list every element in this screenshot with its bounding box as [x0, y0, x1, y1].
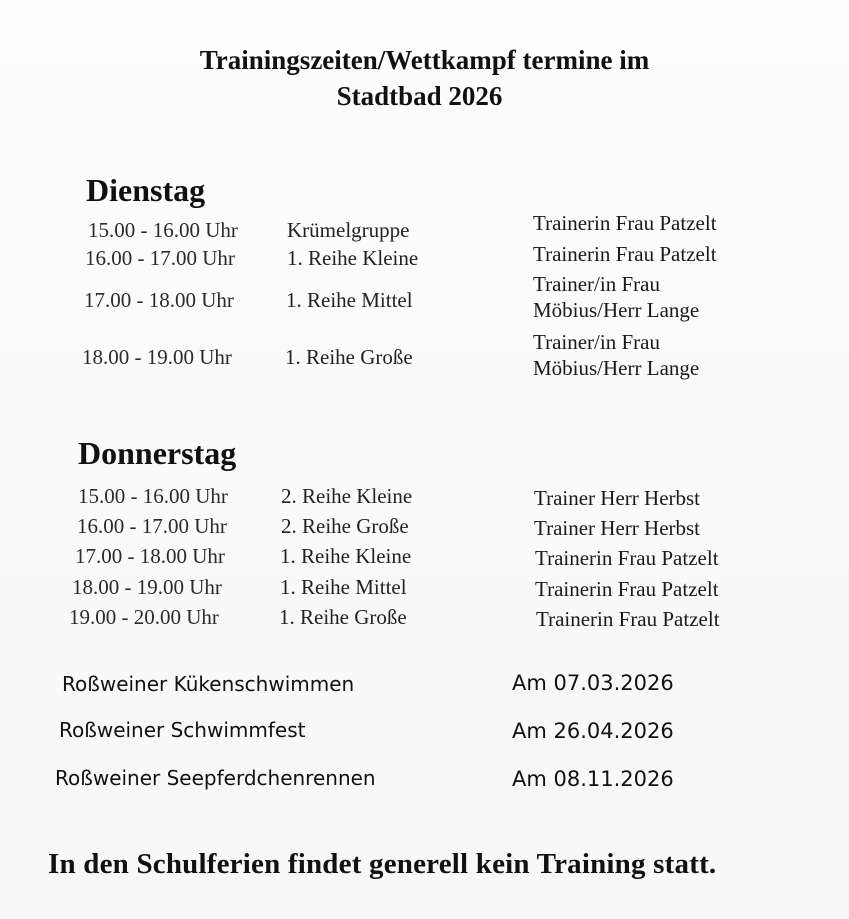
title-line-1: Trainingszeiten/Wettkampf termine im [199, 45, 650, 75]
schedule-time: 16.00 - 17.00 Uhr [77, 514, 227, 538]
schedule-time: 15.00 - 16.00 Uhr [88, 218, 238, 242]
day-heading-dienstag: Dienstag [86, 172, 206, 208]
schedule-trainer: Trainerin Frau Patzelt [533, 242, 717, 266]
schedule-group: 1. Reihe Kleine [280, 544, 412, 568]
event-name: Roßweiner Kükenschwimmen [62, 672, 355, 696]
schedule-trainer: Trainerin Frau Patzelt [535, 546, 719, 570]
schedule-group: 2. Reihe Kleine [281, 484, 413, 508]
event-date: Am 26.04.2026 [512, 719, 674, 743]
schedule-group: 1. Reihe Mittel [280, 575, 407, 599]
event-date: Am 08.11.2026 [512, 767, 674, 791]
footer-note: In den Schulferien findet generell kein Training statt. [48, 848, 717, 880]
schedule-row [0, 211, 849, 248]
schedule-row [0, 484, 849, 514]
event-name: Roßweiner Schwimmfest [59, 718, 306, 742]
schedule-row [0, 575, 849, 605]
event-date: Am 07.03.2026 [512, 671, 674, 695]
event-name: Roßweiner Seepferdchenrennen [55, 766, 376, 790]
schedule-row [0, 605, 849, 635]
schedule-time: 17.00 - 18.00 Uhr [84, 288, 234, 312]
schedule-trainer: Trainer Herr Herbst [534, 486, 701, 510]
schedule-group: 1. Reihe Mittel [286, 288, 413, 312]
schedule-trainer: Trainer Herr Herbst [534, 516, 701, 540]
schedule-row [0, 514, 849, 544]
schedule-time: 17.00 - 18.00 Uhr [75, 544, 225, 568]
document-title [0, 42, 849, 114]
schedule-trainer: Trainerin Frau Patzelt [533, 211, 717, 235]
schedule-time: 18.00 - 19.00 Uhr [72, 575, 222, 599]
schedule-trainer: Trainerin Frau Patzelt [535, 577, 719, 601]
schedule-group: Krümelgruppe [287, 218, 410, 242]
schedule-group: 1. Reihe Große [279, 605, 407, 629]
schedule-trainer-line-1: Trainer/in Frau [533, 272, 660, 296]
schedule-group: 1. Reihe Große [285, 345, 413, 369]
schedule-trainer-line-2: Möbius/Herr Lange [533, 298, 700, 322]
schedule-time: 18.00 - 19.00 Uhr [82, 345, 232, 369]
title-line-2: Stadtbad 2026 [336, 81, 503, 111]
schedule-row [0, 330, 849, 380]
schedule-time: 19.00 - 20.00 Uhr [69, 605, 219, 629]
day-heading-donnerstag: Donnerstag [78, 435, 237, 471]
schedule-time: 15.00 - 16.00 Uhr [78, 484, 228, 508]
schedule-group: 2. Reihe Große [281, 514, 409, 538]
schedule-row [0, 242, 849, 276]
schedule-row [0, 544, 849, 574]
schedule-row [0, 272, 849, 322]
schedule-trainer: Trainerin Frau Patzelt [536, 607, 720, 631]
schedule-time: 16.00 - 17.00 Uhr [85, 246, 235, 270]
schedule-trainer-line-2: Möbius/Herr Lange [533, 356, 700, 380]
schedule-trainer-line-1: Trainer/in Frau [533, 330, 660, 354]
schedule-group: 1. Reihe Kleine [287, 246, 419, 270]
